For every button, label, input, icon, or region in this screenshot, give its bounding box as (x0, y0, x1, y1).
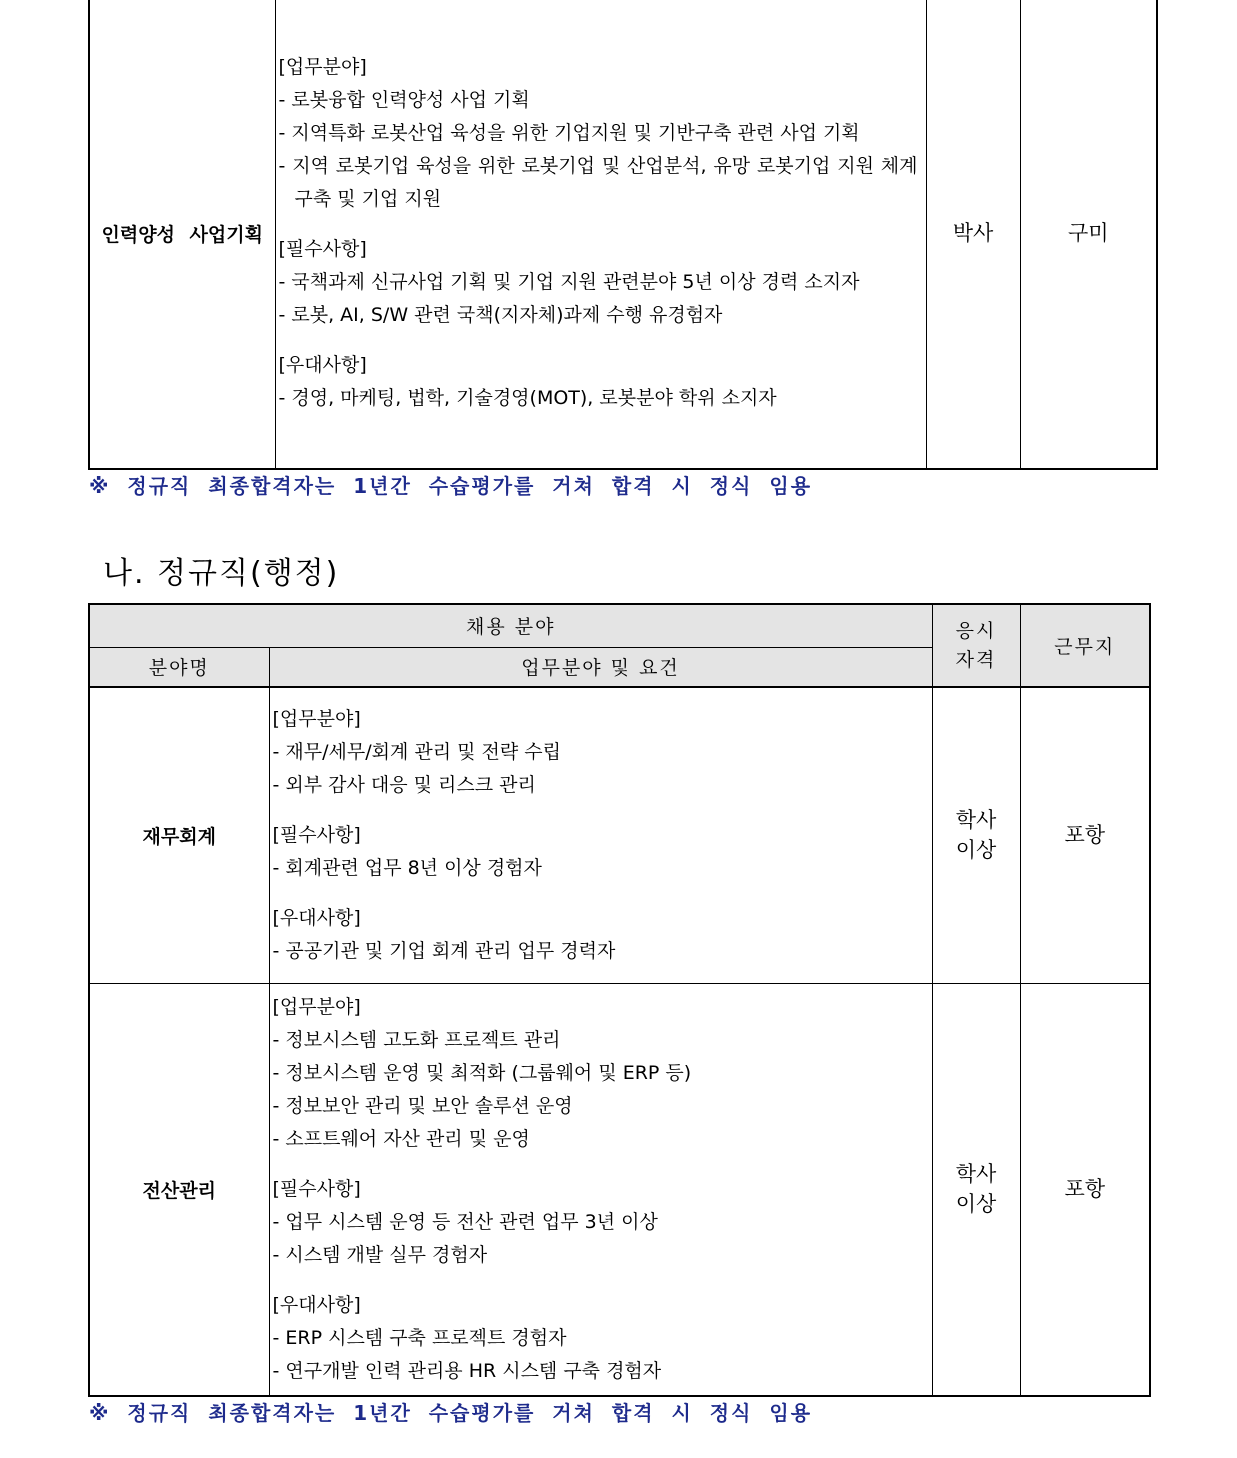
section-heading: 나. 정규직(행정) (103, 556, 340, 591)
requirement-item: - 국책과제 신규사업 기획 및 기업 지원 관련분야 5년 이상 경력 소지자 (278, 271, 860, 293)
duty-description (269, 983, 932, 1396)
requirement-section (279, 233, 926, 332)
preference-section (273, 1289, 932, 1388)
duty-item: - 로봇융합 인력양성 사업 기획 (278, 89, 530, 111)
qualification-line: 이상 (955, 838, 997, 863)
table-row (89, 0, 1157, 469)
probation-note: ※ 정규직 최종합격자는 1년간 수습평가를 거쳐 합격 시 정식 임용 (89, 474, 813, 498)
qualification (932, 687, 1020, 983)
table-row (89, 983, 1150, 1396)
duty-item: - 정보시스템 고도화 프로젝트 관리 (272, 1028, 561, 1051)
requirement-section (273, 1173, 932, 1272)
section-title: [업무분야] (278, 56, 367, 78)
duty-item: - 지역 로봇기업 육성을 위한 로봇기업 및 산업분석, 유망 로봇기업 지원 체계 구축 및 기업 지원 (278, 155, 918, 210)
header-name: 분야명 (89, 647, 269, 687)
header-field: 채용 분야 (89, 604, 932, 647)
qualification-line: 이상 (955, 1192, 997, 1217)
duty-section (273, 703, 932, 802)
duty-section (279, 51, 926, 216)
header-qualification-line: 자격 (955, 648, 997, 671)
requirement-item: - 회계관련 업무 8년 이상 경험자 (272, 856, 542, 879)
requirement-section (273, 819, 932, 885)
duty-description (269, 687, 932, 983)
qualification-line: 학사 (955, 808, 997, 833)
recruitment-table-continued (88, 0, 1158, 470)
header-qualification (932, 604, 1020, 687)
field-name: 재무회계 (89, 687, 269, 983)
duty-description (275, 0, 926, 469)
field-name: 인력양성 사업기획 (89, 0, 275, 469)
requirement-item: - 로봇, AI, S/W 관련 국책(지자체)과제 수행 유경험자 (278, 304, 723, 326)
qualification (932, 983, 1020, 1396)
section-title: [업무분야] (272, 707, 361, 730)
section-title: [우대사항] (278, 354, 367, 376)
section-title: [필수사항] (278, 238, 367, 260)
work-location: 포항 (1020, 687, 1150, 983)
duty-item: - 외부 감사 대응 및 리스크 관리 (272, 773, 536, 796)
requirement-item: - 시스템 개발 실무 경험자 (272, 1243, 488, 1266)
section-title: [우대사항] (272, 1293, 361, 1316)
preference-item: - 경영, 마케팅, 법학, 기술경영(MOT), 로봇분야 학위 소지자 (278, 387, 777, 409)
preference-item: - ERP 시스템 구축 프로젝트 경험자 (272, 1326, 567, 1349)
work-location: 구미 (1020, 0, 1157, 469)
section-title: [우대사항] (272, 906, 361, 929)
header-row (89, 604, 1150, 647)
section-title: [업무분야] (272, 995, 361, 1018)
section-title: [필수사항] (272, 823, 361, 846)
duty-item: - 정보시스템 운영 및 최적화 (그룹웨어 및 ERP 등) (272, 1061, 692, 1084)
section-title: [필수사항] (272, 1177, 361, 1200)
preference-item: - 연구개발 인력 관리용 HR 시스템 구축 경험자 (272, 1359, 662, 1382)
field-name: 전산관리 (89, 983, 269, 1396)
header-duties: 업무분야 및 요건 (269, 647, 932, 687)
duty-section (273, 991, 932, 1156)
recruitment-table (88, 603, 1151, 1397)
preference-section (273, 902, 932, 968)
duty-item: - 재무/세무/회계 관리 및 전략 수립 (272, 740, 561, 763)
qualification: 박사 (926, 0, 1020, 469)
duty-item: - 지역특화 로봇산업 육성을 위한 기업지원 및 기반구축 관련 사업 기획 (278, 122, 860, 144)
header-location: 근무지 (1020, 604, 1150, 687)
probation-note: ※ 정규직 최종합격자는 1년간 수습평가를 거쳐 합격 시 정식 임용 (89, 1401, 813, 1425)
qualification-line: 학사 (955, 1162, 997, 1187)
duty-item: - 정보보안 관리 및 보안 솔루션 운영 (272, 1094, 573, 1117)
preference-item: - 공공기관 및 기업 회계 관리 업무 경력자 (272, 939, 616, 962)
duty-item: - 소프트웨어 자산 관리 및 운영 (272, 1127, 530, 1150)
header-qualification-line: 응시 (955, 619, 997, 642)
requirement-item: - 업무 시스템 운영 등 전산 관련 업무 3년 이상 (272, 1210, 658, 1233)
work-location: 포항 (1020, 983, 1150, 1396)
preference-section (279, 349, 926, 415)
table-row (89, 687, 1150, 983)
